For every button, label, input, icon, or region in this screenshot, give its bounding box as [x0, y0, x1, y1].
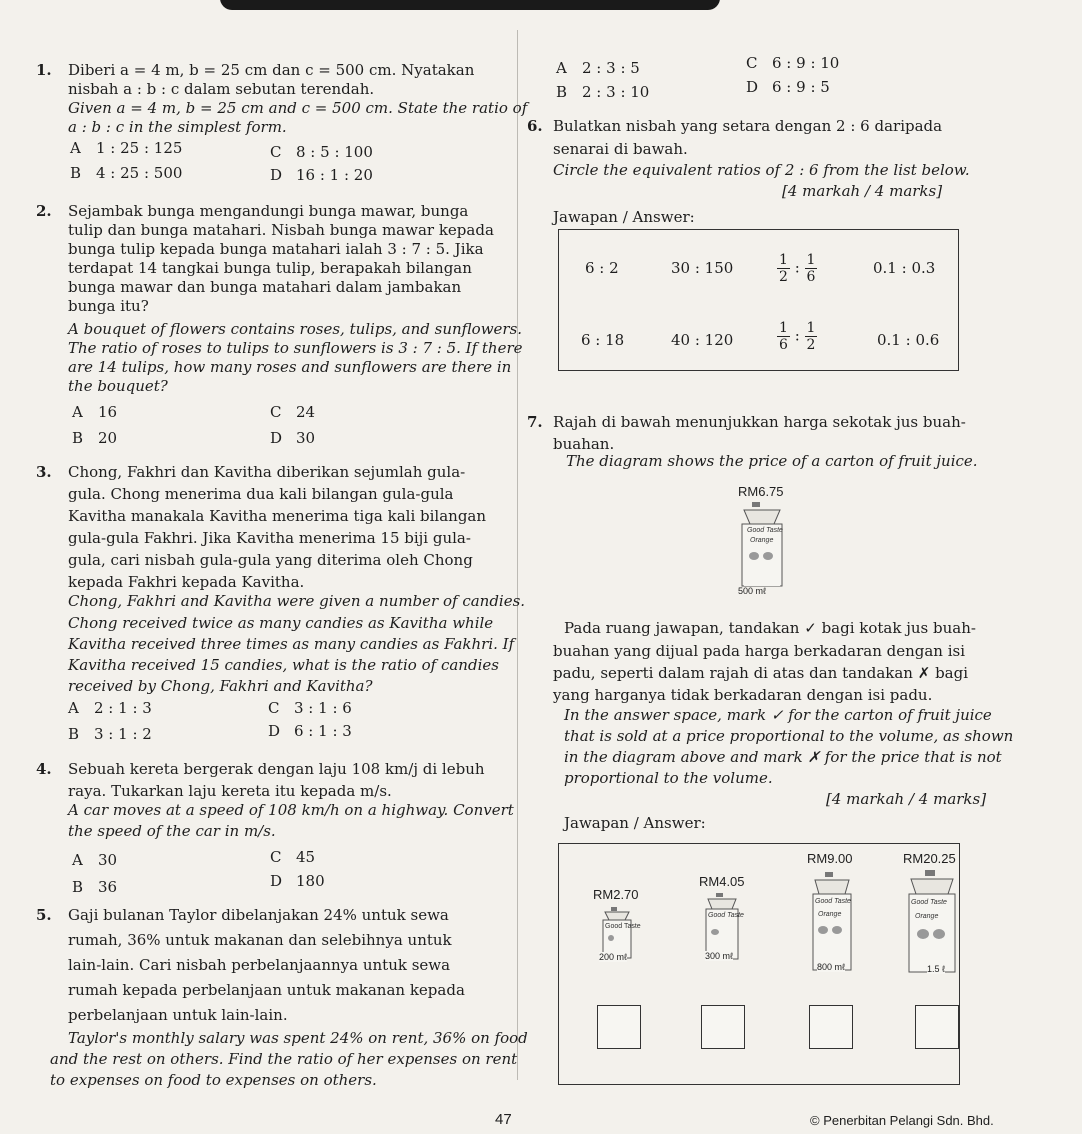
q7-carton-2-price: RM4.05	[699, 874, 745, 889]
q2-malay-line1: Sejambak bunga mengandungi bunga mawar, bunga	[68, 202, 469, 220]
q1-option-b[interactable]: B 4 : 25 : 500	[70, 164, 183, 182]
q3-malay-line3: Kavitha manakala Kavitha menerima tiga kali bilangan	[68, 507, 487, 525]
q4-option-b[interactable]: B 36	[72, 878, 118, 896]
q7-main-carton-image	[734, 500, 790, 596]
q7-main-price: RM6.75	[738, 484, 784, 499]
q2-english-line1: A bouquet of flowers contains roses, tulips, and sunflowers.	[68, 320, 523, 338]
q1-option-c[interactable]: C 8 : 5 : 100	[270, 143, 373, 161]
q7-carton-3-image	[805, 870, 859, 974]
q6-ratio-40-120[interactable]: 40 : 120	[671, 331, 734, 349]
q1-malay-line1: Diberi a = 4 m, b = 25 cm dan c = 500 cm. Nyatakan	[68, 61, 475, 79]
q2-malay-line4: terdapat 14 tangkai bunga tulip, berapakah bilangan	[68, 259, 472, 277]
q7-marks: [4 markah / 4 marks]	[826, 790, 987, 808]
q7-instruction-english-2: that is sold at a price proportional to the volume, as shown	[564, 727, 1014, 745]
q7-number: 7.	[527, 413, 543, 431]
q6-answer-label: Jawapan / Answer:	[553, 208, 695, 226]
q3-malay-line4: gula-gula Fakhri. Jika Kavitha menerima 15 biji gula-	[68, 529, 471, 547]
q7-carton-2-volume: 300 mℓ	[705, 951, 733, 961]
q2-english-line3: are 14 tulips, how many roses and sunflowers are there in	[68, 358, 512, 376]
q7-instruction-english-3: in the diagram above and mark ✗ for the price that is not	[564, 748, 1002, 766]
q6-fraction-ratio-1[interactable]: $\frac{1}{2}$ : $\frac{1}{6}$	[779, 252, 816, 285]
q7-instruction-malay-4: yang harganya tidak berkadaran dengan isi padu.	[553, 686, 933, 704]
q5-option-d[interactable]: D 6 : 9 : 5	[746, 78, 830, 96]
q7-carton-1-answer-box[interactable]	[597, 1005, 641, 1049]
q7-instruction-english-4: proportional to the volume.	[564, 769, 773, 787]
q7-carton-4-image	[901, 868, 963, 976]
q6-ratio-0.1-0.6[interactable]: 0.1 : 0.6	[877, 331, 940, 349]
q7-carton-3-price: RM9.00	[807, 851, 853, 866]
q6-ratio-6-2[interactable]: 6 : 2	[585, 259, 619, 277]
q5-english-line2: and the rest on others. Find the ratio of her expenses on rent	[50, 1050, 518, 1068]
q7-malay-line2: buahan.	[553, 435, 615, 453]
q2-malay-line3: bunga tulip kepada bunga matahari ialah 3 : 7 : 5. Jika	[68, 240, 484, 258]
q5-number: 5.	[36, 906, 52, 924]
q4-malay-line1: Sebuah kereta bergerak dengan laju 108 km/j di lebuh	[68, 760, 485, 778]
q6-malay-line1: Bulatkan nisbah yang setara dengan 2 : 6 daripada	[553, 117, 943, 135]
q7-carton-3-brand: Good Taste	[815, 898, 851, 905]
q7-carton-4-brand: Good Taste	[911, 899, 947, 906]
q5-option-c[interactable]: C 6 : 9 : 10	[746, 54, 840, 72]
q6-ratio-30-150[interactable]: 30 : 150	[671, 259, 734, 277]
q7-instruction-malay-1: Pada ruang jawapan, tandakan ✓ bagi kotak jus buah-	[564, 619, 976, 637]
q4-option-c[interactable]: C 45	[270, 848, 316, 866]
q7-carton-3-answer-box[interactable]	[809, 1005, 853, 1049]
q7-instruction-english-1: In the answer space, mark ✓ for the carton of fruit juice	[564, 706, 992, 724]
q1-malay-line2: nisbah a : b : c dalam sebutan terendah.	[68, 80, 375, 98]
q2-option-d[interactable]: D 30	[270, 429, 316, 447]
q7-carton-1-price: RM2.70	[593, 887, 639, 902]
q2-english-line2: The ratio of roses to tulips to sunflowers is 3 : 7 : 5. If there	[68, 339, 523, 357]
q4-malay-line2: raya. Tukarkan laju kereta itu kepada m/s.	[68, 782, 392, 800]
q7-english-line1: The diagram shows the price of a carton of fruit juice.	[566, 452, 978, 470]
q7-main-brand: Good Taste	[747, 527, 783, 534]
q6-answer-box	[558, 229, 959, 371]
q3-malay-line6: kepada Fakhri kepada Kavitha.	[68, 573, 305, 591]
q1-number: 1.	[36, 61, 52, 79]
q2-option-b[interactable]: B 20	[72, 429, 118, 447]
q3-number: 3.	[36, 463, 52, 481]
q3-malay-line2: gula. Chong menerima dua kali bilangan gula-gula	[68, 485, 454, 503]
q6-marks: [4 markah / 4 marks]	[782, 182, 943, 200]
q7-carton-2-brand: Good Taste	[708, 912, 744, 919]
q3-option-d[interactable]: D 6 : 1 : 3	[268, 722, 352, 740]
q2-malay-line2: tulip dan bunga matahari. Nisbah bunga mawar kepada	[68, 221, 494, 239]
q1-option-d[interactable]: D 16 : 1 : 20	[270, 166, 373, 184]
q6-number: 6.	[527, 117, 543, 135]
q1-option-a[interactable]: A 1 : 25 : 125	[70, 139, 183, 157]
q5-malay-line2: rumah, 36% untuk makanan dan selebihnya untuk	[68, 931, 452, 949]
q3-option-a[interactable]: A 2 : 1 : 3	[68, 699, 152, 717]
q4-english-line2: the speed of the car in m/s.	[68, 822, 276, 840]
q7-instruction-malay-3: padu, seperti dalam rajah di atas dan tandakan ✗ bagi	[553, 664, 969, 682]
q3-english-line1: Chong, Fakhri and Kavitha were given a number of candies.	[68, 592, 526, 610]
q7-carton-1-volume: 200 mℓ	[599, 952, 627, 962]
q7-carton-2-answer-box[interactable]	[701, 1005, 745, 1049]
q7-carton-4-flavour: Orange	[915, 913, 939, 920]
q7-carton-4-answer-box[interactable]	[915, 1005, 959, 1049]
q2-english-line4: the bouquet?	[68, 377, 168, 395]
q5-english-line1: Taylor's monthly salary was spent 24% on rent, 36% on food	[68, 1029, 528, 1047]
publisher-credit: © Penerbitan Pelangi Sdn. Bhd.	[810, 1113, 994, 1128]
q1-english-line1: Given a = 4 m, b = 25 cm and c = 500 cm. State the ratio of	[68, 99, 528, 117]
q7-carton-3-flavour: Orange	[818, 911, 842, 918]
q3-english-line5: received by Chong, Fakhri and Kavitha?	[68, 677, 373, 695]
q2-number: 2.	[36, 202, 52, 220]
q4-english-line1: A car moves at a speed of 108 km/h on a highway. Convert	[68, 801, 514, 819]
q2-malay-line6: bunga itu?	[68, 297, 149, 315]
q6-ratio-6-18[interactable]: 6 : 18	[581, 331, 625, 349]
q6-malay-line2: senarai di bawah.	[553, 140, 688, 158]
q7-carton-1-brand: Good Taste	[605, 923, 641, 930]
q5-option-b[interactable]: B 2 : 3 : 10	[556, 83, 650, 101]
q5-option-a[interactable]: A 2 : 3 : 5	[556, 59, 640, 77]
q5-malay-line3: lain-lain. Cari nisbah perbelanjaannya untuk sewa	[68, 956, 451, 974]
q7-instruction-malay-2: buahan yang dijual pada harga berkadaran dengan isi	[553, 642, 966, 660]
q7-carton-3-volume: 800 mℓ	[817, 962, 845, 972]
q6-fraction-ratio-2[interactable]: $\frac{1}{6}$ : $\frac{1}{2}$	[779, 320, 816, 353]
q7-carton-4-price: RM20.25	[903, 851, 956, 866]
q5-malay-line5: perbelanjaan untuk lain-lain.	[68, 1006, 288, 1024]
column-divider	[517, 30, 518, 1080]
q2-option-a[interactable]: A 16	[72, 403, 118, 421]
q7-carton-4-volume: 1.5 ℓ	[927, 964, 945, 974]
page-number: 47	[495, 1111, 512, 1128]
q3-english-line3: Kavitha received three times as many candies as Fakhri. If	[68, 635, 515, 653]
q1-english-line2: a : b : c in the simplest form.	[68, 118, 287, 136]
q3-malay-line1: Chong, Fakhri dan Kavitha diberikan sejumlah gula-	[68, 463, 466, 481]
q7-main-volume: 500 mℓ	[738, 586, 766, 596]
q3-malay-line5: gula, cari nisbah gula-gula yang diterima oleh Chong	[68, 551, 473, 569]
q6-ratio-0.1-0.3[interactable]: 0.1 : 0.3	[873, 259, 936, 277]
q7-malay-line1: Rajah di bawah menunjukkan harga sekotak jus buah-	[553, 413, 966, 431]
q5-english-line3: to expenses on food to expenses on others.	[50, 1071, 377, 1089]
q5-malay-line4: rumah kepada perbelanjaan untuk makanan kepada	[68, 981, 465, 999]
q5-malay-line1: Gaji bulanan Taylor dibelanjakan 24% untuk sewa	[68, 906, 449, 924]
q4-number: 4.	[36, 760, 52, 778]
q3-option-c[interactable]: C 3 : 1 : 6	[268, 699, 352, 717]
q2-option-c[interactable]: C 24	[270, 403, 316, 421]
q7-main-flavour: Orange	[750, 537, 774, 544]
q6-english-line1: Circle the equivalent ratios of 2 : 6 from the list below.	[553, 161, 970, 179]
q7-answer-box	[558, 843, 960, 1085]
q3-english-line2: Chong received twice as many candies as Kavitha while	[68, 614, 494, 632]
q4-option-a[interactable]: A 30	[72, 851, 118, 869]
q2-malay-line5: bunga mawar dan bunga matahari dalam jambakan	[68, 278, 462, 296]
q3-english-line4: Kavitha received 15 candies, what is the ratio of candies	[68, 656, 499, 674]
q3-option-b[interactable]: B 3 : 1 : 2	[68, 725, 152, 743]
q4-option-d[interactable]: D 180	[270, 872, 325, 890]
q7-answer-label: Jawapan / Answer:	[564, 814, 706, 832]
header-banner	[220, 0, 720, 10]
